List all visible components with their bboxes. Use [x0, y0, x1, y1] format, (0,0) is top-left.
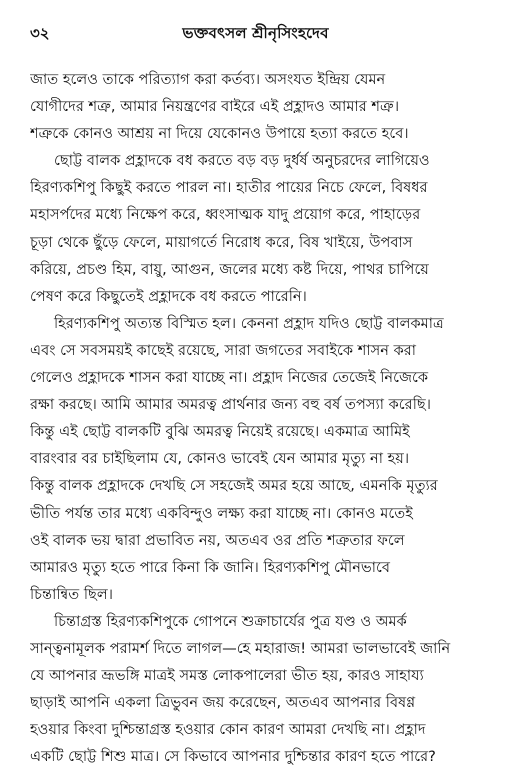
- page-header: [30, 22, 481, 48]
- text-line: শত্রুকে কোনও আশ্রয় না দিয়ে যেকোনও উপায়ে হত্যা করতে হবে।: [30, 125, 409, 143]
- text-line: ছোট্ট বালক প্রহ্লাদকে বধ করতে বড় বড় দুর্ধর্ষ অনুচরদের লাগিয়েও: [54, 152, 430, 170]
- text-line: চিন্তান্বিত ছিল।: [30, 585, 113, 603]
- text-line: হওয়ার কিংবা দুশ্চিন্তাগ্রস্ত হওয়ার কোন কারণ আমরা দেখছি না। প্রহ্লাদ: [30, 721, 426, 739]
- text-line: কিন্তু বালক প্রহ্লাদকে দেখছি সে সহজেই অমর হয়ে আছে, এমনকি মৃত্যুর: [30, 477, 438, 495]
- text-line: হিরণ্যকশিপু অত্যন্ত বিস্মিত হল। কেননা প্রহ্লাদ যদিও ছোট্ট বালকমাত্র: [54, 314, 444, 332]
- text-line: এবং সে সবসময়ই কাছেই রয়েছে, সারা জগতের সবাইকে শাসন করা: [30, 341, 417, 359]
- running-title: ভক্তবৎসল শ্রীনৃসিংহদেব: [182, 24, 329, 42]
- text-line: রক্ষা করছে। আমি আমার অমরত্ব প্রার্থনার জন্য বহু বর্ষ তপস্যা করেছি।: [30, 396, 431, 414]
- page-number: ৩২: [30, 24, 50, 42]
- text-line: গেলেও প্রহ্লাদকে শাসন করা যাচ্ছে না। প্রহ্লাদ নিজের তেজেই নিজেকে: [30, 369, 429, 387]
- text-line: একটি ছোট্ট শিশু মাত্র। সে কিভাবে আপনার দুশ্চিন্তার কারণ হতে পারে?: [30, 748, 436, 766]
- text-line: যোগীদের শত্রু, আমার নিয়ন্ত্রণের বাইরে এই প্রহ্লাদও আমার শত্রু।: [30, 98, 400, 116]
- body-text: [30, 66, 481, 770]
- text-line: সান্ত্বনামূলক পরামর্শ দিতে লাগল—হে মহারাজ! আমরা ভালভাবেই জানি: [30, 639, 451, 657]
- text-line: পেষণ করে কিছুতেই প্রহ্লাদকে বধ করতে পারেনি।: [30, 287, 307, 305]
- text-line: ভীতি পর্যন্ত তার মধ্যে একবিন্দুও লক্ষ্য করা যাচ্ছে না। কোনও মতেই: [30, 504, 413, 522]
- text-line: আমারও মৃত্যু হতে পারে কিনা কি জানি। হিরণ্যকশিপু মৌনভাবে: [30, 558, 390, 576]
- text-line: করিয়ে, প্রচণ্ড হিম, বায়ু, আগুন, জলের মধ্যে কষ্ট দিয়ে, পাথর চাপিয়ে: [30, 260, 429, 278]
- text-line: যে আপনার ভ্রূভঙ্গি মাত্রই সমস্ত লোকপালেরা ভীত হয়, কারও সাহায্য: [30, 667, 424, 685]
- text-line: মহাসর্পদের মধ্যে নিক্ষেপ করে, ধ্বংসাত্মক যাদু প্রয়োগ করে, পাহাড়ের: [30, 206, 421, 224]
- text-line: বারংবার বর চাইছিলাম যে, কোনও ভাবেই যেন আমার মৃত্যু না হয়।: [30, 450, 410, 468]
- text-line: কিন্তু এই ছোট্ট বালকটি বুঝি অমরত্ব নিয়েই রয়েছে। একমাত্র আমিই: [30, 423, 410, 441]
- text-line: চিন্তাগ্রস্ত হিরণ্যকশিপুকে গোপনে শুক্রাচার্যের পুত্র যণ্ড ও অমর্ক: [54, 612, 407, 630]
- text-line: ওই বালক ভয় দ্বারা প্রভাবিত নয়, অতএব ওর প্রতি শত্রুতার ফলে: [30, 531, 405, 549]
- text-line: হিরণ্যকশিপু কিছুই করতে পারল না। হাতীর পায়ের নিচে ফেলে, বিষধর: [30, 179, 428, 197]
- text-line: জাত হলেও তাকে পরিত্যাগ করা কর্তব্য। অসংযত ইন্দ্রিয় যেমন: [30, 71, 386, 88]
- text-line: চূড়া থেকে ছুঁড়ে ফেলে, মায়াগর্তে নিরোধ করে, বিষ খাইয়ে, উপবাস: [30, 233, 413, 251]
- text-line: ছাড়াই আপনি একলা ত্রিভুবন জয় করেছেন, অতএব আপনার বিষণ্ণ: [30, 694, 416, 712]
